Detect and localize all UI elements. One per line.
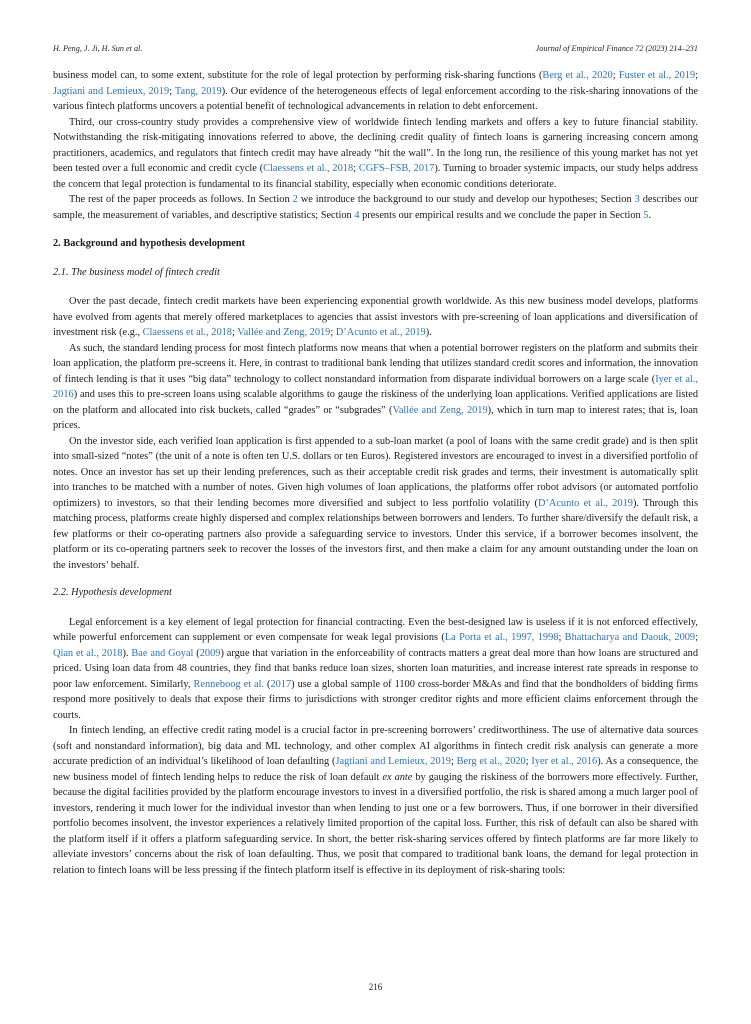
citation-link[interactable]: Jagtiani and Lemieux, 2019 xyxy=(335,756,451,767)
text-run: presents our empirical results and we conclude the paper in Section xyxy=(359,209,644,221)
text-run: ; xyxy=(231,327,238,338)
citation-link[interactable]: Bhattacharya and Daouk, 2009 xyxy=(564,632,696,643)
text-run: ; xyxy=(353,163,359,174)
section-heading: 2. Background and hypothesis development xyxy=(53,238,246,249)
citation-link[interactable]: Renneboog et al. xyxy=(193,678,265,690)
text-run: ). Turning to broader systemic impacts, our study helps address the concern that legal protection is fundamental to its financial stability, especially when economic conditions deteriorate. xyxy=(53,163,698,190)
text-run: ; xyxy=(450,756,457,767)
citation-link[interactable]: Fuster et al., 2019 xyxy=(618,70,696,81)
text-run: Third, our cross-country study provides a comprehensive view of worldwide fintech lending markets and offers a key to future financial stability. Notwithstanding the risk-mitigating innovations referred to above, the declining credit quality of fintech loans is garnering increasing concern among practitioners, academics, and regulators that fintech credit may have already “hit the wall”. In the long run, the resilience of this young market has not yet been tested over a full economic and credit cycle ( xyxy=(53,116,698,174)
citation-link[interactable]: 3 xyxy=(634,194,640,205)
text-run: business model can, to some extent, substitute for the role of legal protection by performing risk-sharing functions ( xyxy=(53,70,543,81)
text-run: In fintech lending, an effective credit rating model is a crucial factor in pre-screening borrowers’ creditworthiness. The use of alternative data sources (soft and nonstandard information), big data and ML technology, and other complex AI algorithms in fintech credit risk analysis can generate a more accurate prediction of an individual’s likelihood of loan defaulting ( xyxy=(53,725,698,767)
paragraph xyxy=(53,115,698,193)
citation-link[interactable]: La Porta et al., 1997, 1998 xyxy=(444,632,559,643)
paragraph xyxy=(53,341,698,434)
text-run: ) use a global sample of 1100 cross-border M&As and find that the bondholders of bidding firms respond more positively to deals that expose their firms to jurisdictions with stronger creditor rights and more efficient claims enforcement through the courts. xyxy=(53,678,698,721)
text-run: Over the past decade, fintech credit markets have been experiencing exponential growth worldwide. As this new business model develops, platforms have evolved from agents that merely offered marketplaces to agencies that assist investors with pre-screening of loan applications and diversification of investment risk (e.g., xyxy=(53,296,698,338)
text-run: The rest of the paper proceeds as follows. In Section xyxy=(69,194,293,205)
citation-link[interactable]: D’Acunto et al., 2019 xyxy=(335,327,426,338)
citation-link[interactable]: Claessens et al., 2018 xyxy=(142,327,232,338)
text-run: As such, the standard lending process for most fintech platforms now means that when a potential borrower registers on the platform and submits their loan application, the platform pre-screens it. Here, in contrast to traditional bank lending that utilizes standard credit scores and information, the innovation of fintech lending is that it uses “big data” technology to collect nonstandard information from disparate individual borrowers on a large scale ( xyxy=(53,342,698,385)
citation-link[interactable]: Qian et al., 2018 xyxy=(53,647,123,659)
text-run: ). xyxy=(425,327,432,338)
citation-link[interactable]: Tang, 2019 xyxy=(174,85,222,97)
citation-link[interactable]: 4 xyxy=(354,209,360,221)
citation-link[interactable]: CGFS–FSB, 2017 xyxy=(358,163,435,174)
paragraph xyxy=(53,68,698,115)
citation-link[interactable]: Berg et al., 2020 xyxy=(456,756,526,767)
article-body xyxy=(53,68,698,878)
paragraph xyxy=(53,434,698,574)
paragraph xyxy=(53,723,698,878)
text-run: ), which in turn map to interest rates; that is, loan prices. xyxy=(53,404,698,431)
header-journal: Journal of Empirical Finance 72 (2023) 214–231 xyxy=(535,44,698,53)
subsection-heading: 2.2. Hypothesis development xyxy=(53,587,172,598)
header-authors: H. Peng, J. Ji, H. Sun et al. xyxy=(53,44,143,53)
text-run: On the investor side, each verified loan application is first appended to a sub-loan market (a pool of loans with the same credit grade) and is then split into small-sized “notes” (the unit of a note is often ten U.S. dollars or ten Euros). Registered investors are encouraged to invest in a diversified portfolio of notes. Once an investor has set up their lending preferences, such as their acceptable credit risk grades and terms, their investment is automatically split into tranches to be matched with a number of notes. Given high volumes of loan applications, the platforms offer robot advisors (or automated portfolio optimizers) to investors, so that their lending becomes more diversified and subject to less portfolio volatility ( xyxy=(53,435,698,509)
citation-link[interactable]: 2017 xyxy=(270,678,292,690)
text-run: ). As a consequence, the new business model of fintech lending helps to reduce the risk of loan default xyxy=(53,756,698,783)
text-run: ). Our evidence of the heterogeneous effects of legal enforcement according to the risk-sharing innovations of the various fintech platforms uncovers a potential benefit of technological advancements in relation to debt enforcement. xyxy=(53,85,699,112)
text-run: ; xyxy=(525,756,532,767)
text-run: ; xyxy=(612,70,619,81)
running-header xyxy=(53,44,698,56)
citation-link[interactable]: Claessens et al., 2018 xyxy=(263,163,354,174)
text-run: we introduce the background to our study and develop our hypotheses; Section xyxy=(297,194,635,205)
citation-link[interactable]: Iyer et al., 2016 xyxy=(53,373,698,400)
text-run: ; xyxy=(330,327,336,338)
text-run: . xyxy=(648,209,652,221)
text-run: by gauging the riskiness of the borrowers more effectively. Further, because the digital facilities provided by the platform encourage investors to invest in a diversified portfolio, the risk is shared among a much larger pool of investors, rendering it much lower for the individual investor than when lending to just one or a few borrowers. Thus, if one borrower in their diversified portfolio becomes insolvent, the investor experiences a relatively limited proportion of the capital loss. Further, this risk of default can also be shared with the platform itself if it offers a platform safeguarding service. In short, the better risk-sharing services offered by fintech platforms are far more likely to alleviate investors’ concerns about the risk of loan defaulting. Thus, we posit that compared to traditional bank loans, the demand for legal protection in relation to fintech loans will be less pressing if the fintech platform itself is effective in its deployment of risk-sharing tools: xyxy=(53,771,698,876)
text-run: ). Through this matching process, platforms create highly dispersed and complex relationships between borrowers and lenders. To further share/diversify the default risk, a few platforms or their co-operating partners also provide a safeguarding service to investors. Under this service, if a borrower becomes insolvent, the platform or its co-operating partners seek to recover the losses of the investors first, and then make a claim for any amount outstanding under the loan on the investors’ behalf. xyxy=(53,497,698,571)
citation-link[interactable]: Jagtiani and Lemieux, 2019 xyxy=(53,85,170,97)
text-run: ). xyxy=(122,647,132,659)
citation-link[interactable]: D’Acunto et al., 2019 xyxy=(537,497,633,509)
citation-link[interactable]: Bae and Goyal xyxy=(131,647,194,659)
citation-link[interactable]: Iyer et al., 2016 xyxy=(531,756,598,767)
text-run: ; xyxy=(169,85,175,97)
text-run: ( xyxy=(193,647,200,659)
text-run: ; xyxy=(695,70,698,81)
subsection-heading: 2.1. The business model of fintech credit xyxy=(53,266,220,278)
page-number: 216 xyxy=(368,982,383,992)
text-run: ) argue that variation in the enforceability of contracts matters a great deal more than how loans are structured and priced. Using loan data from 48 countries, they find that banks reduce loan sizes, shorten loan maturities, and increase interest rate spreads in response to poor law enforcement. Similarly, xyxy=(53,647,699,690)
text-run: describes our sample, the measurement of variables, and descriptive statistics; Section xyxy=(53,194,699,221)
citation-link[interactable]: 2 xyxy=(292,194,298,205)
text-run: ; xyxy=(695,632,698,643)
text-run: ) and uses this to pre-screen loans using scalable algorithms to gauge the riskiness of the underlying loan applications. Verified applications are listed on the platform and allocated into risk buckets, called “grades” or “subgrades” ( xyxy=(53,389,698,416)
citation-link[interactable]: 2009 xyxy=(199,647,221,659)
citation-link[interactable]: Vallée and Zeng, 2019 xyxy=(237,327,331,338)
citation-link[interactable]: Berg et al., 2020 xyxy=(542,70,613,81)
citation-link[interactable]: Vallée and Zeng, 2019 xyxy=(392,404,488,416)
text-run: ( xyxy=(264,678,271,690)
text-run: ; xyxy=(558,632,565,643)
italic-text: ex ante xyxy=(382,771,413,783)
paragraph xyxy=(53,294,698,341)
citation-link[interactable]: 5 xyxy=(643,209,649,221)
paragraph xyxy=(53,192,698,223)
paragraph xyxy=(53,615,698,724)
text-run: Legal enforcement is a key element of legal protection for financial contracting. Even the best-designed law is useless if it is not enforced effectively, while powerful enforcement can supplement or even compensate for weak legal provisions ( xyxy=(53,616,698,643)
